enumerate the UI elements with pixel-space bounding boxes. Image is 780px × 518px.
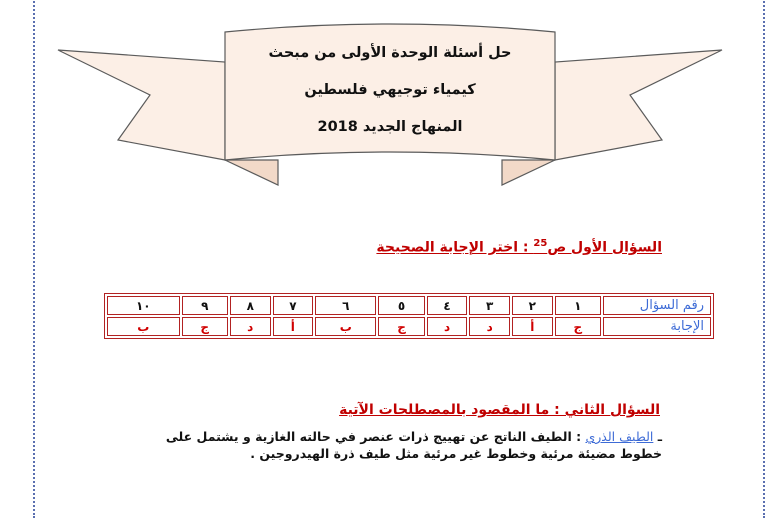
question-number-row <box>107 296 711 315</box>
question-number-cell: ٣ <box>469 296 510 315</box>
answer-label: الإجابة <box>603 317 711 336</box>
question1-heading <box>376 238 662 256</box>
question2-heading: السؤال الثاني : ما المقصود بالمصطلحات الآتية <box>339 402 660 418</box>
banner-line-3: المنهاج الجديد 2018 <box>317 119 463 135</box>
question-number-cell: ٤ <box>427 296 468 315</box>
answer-cell: أ <box>512 317 553 336</box>
answer-cell: أ <box>273 317 314 336</box>
definition-colon: : <box>571 429 586 444</box>
answer-row <box>107 317 711 336</box>
question-number-cell: ٦ <box>315 296 376 315</box>
answer-cell: ب <box>107 317 180 336</box>
banner-line-2: كيمياء توجيهي فلسطين <box>304 82 476 98</box>
question-number-cell: ١٠ <box>107 296 180 315</box>
question-number-cell: ٩ <box>182 296 228 315</box>
definition-dash: ـ <box>657 429 662 444</box>
banner-line-1: حل أسئلة الوحدة الأولى من مبحث <box>268 45 512 61</box>
definition-text: الطيف الناتج عن تهييج ذرات عنصر في حالته الغازية و يشتمل على خطوط مضيئة مرئية وخطوط غير مرئية مثل طيف ذرة الهيدروجين . <box>165 429 662 461</box>
answer-cell: د <box>469 317 510 336</box>
answer-cell: ب <box>315 317 376 336</box>
banner-title <box>225 40 555 140</box>
question-number-label: رقم السؤال <box>603 296 711 315</box>
question-number-cell: ٥ <box>378 296 424 315</box>
answer-table <box>104 293 714 339</box>
answer-cell: ج <box>555 317 601 336</box>
answer-cell: د <box>230 317 271 336</box>
question-number-cell: ٢ <box>512 296 553 315</box>
question-number-cell: ٨ <box>230 296 271 315</box>
answer-cell: د <box>427 317 468 336</box>
question-number-cell: ٧ <box>273 296 314 315</box>
question1-heading-suffix: : اختر الإجابة الصحيحة <box>376 239 529 256</box>
question1-page-number: 25 <box>533 238 548 249</box>
question2-definition <box>122 428 662 462</box>
answer-cell: ج <box>378 317 424 336</box>
question-number-cell: ١ <box>555 296 601 315</box>
answer-cell: ج <box>182 317 228 336</box>
term-atomic-spectrum: الطيف الذري <box>585 429 654 444</box>
question1-heading-prefix: السؤال الأول ص <box>547 239 662 256</box>
